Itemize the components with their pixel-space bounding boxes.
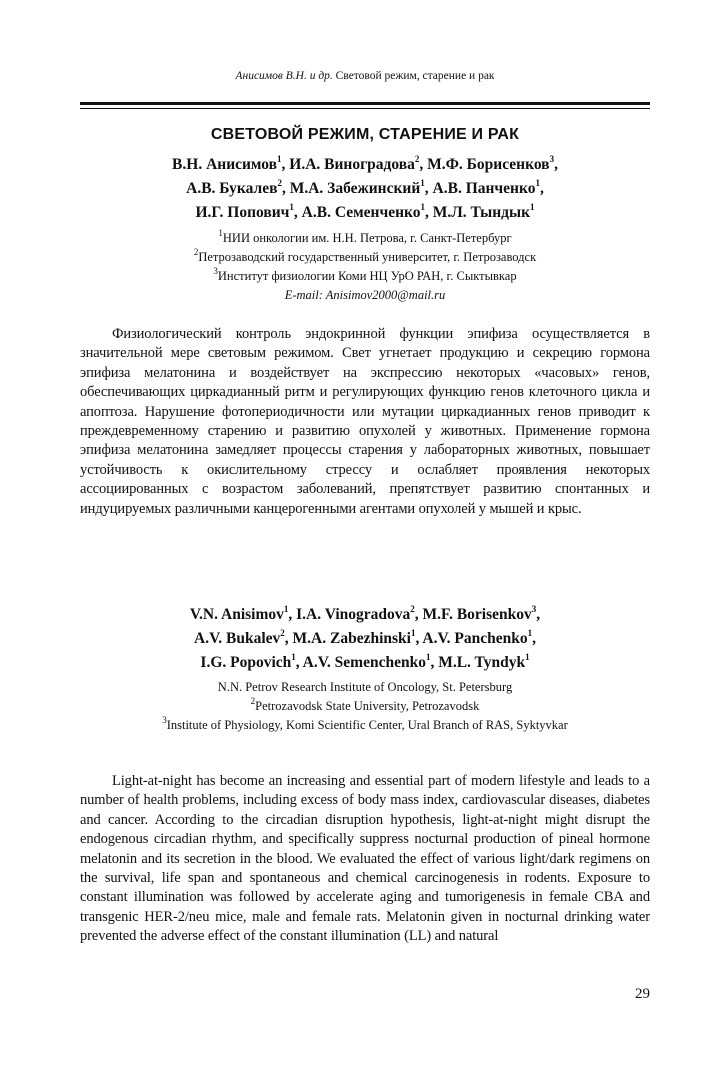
- contact-email: E-mail: Anisimov2000@mail.ru: [284, 288, 446, 302]
- affiliation-number: 3: [213, 265, 218, 276]
- running-header-title: Световой режим, старение и рак: [335, 70, 495, 82]
- affiliation-text: Petrozavodsk State University, Petrozavodsk: [255, 699, 480, 713]
- affiliation-number: 2: [193, 246, 199, 257]
- author-affiliation-mark: 1: [283, 603, 289, 614]
- author-name: А.В. Букалев: [186, 180, 278, 197]
- affiliation-text: N.N. Petrov Research Institute of Oncology, St. Petersburg: [217, 680, 513, 694]
- author-name: А.В. Панченко: [432, 180, 536, 197]
- abstract-ru: Физиологический контроль эндокринной функции эпифиза осуществляется в значительной мере световым режимом. Свет угнетает продукцию и секрецию гормона эпифиза мелатонина и воздействует на экспрессию некоторых «часовых» генов, обеспечивающих циркадианный ритм и регулирующих функцию генов клеточного цикла и апоптоза. Нарушение фотопериодичности или мутации циркадианных генов приводит к преждевременному старению и развитию опухолей у животных. Применение гормона эпифиза мелатонина замедляет процессы старения у лабораторных животных, повышает устойчивость к окислительному стрессу и ослабляет проявления некоторых ассоциированных с возрастом заболеваний, препятствует развитию спонтанных и индуцируемых различными канцерогенными агентами опухолей у мышей и крыс.: [80, 326, 650, 517]
- author-name: M.L. Tyndyk: [438, 654, 526, 671]
- author-line: В.Н. Анисимов$^1$, И.А. Виноградова$^2$, М.Ф. Борисенков$^3$,: [172, 153, 558, 173]
- author-line: И.Г. Попович$^1$, А.В. Семенченко$^1$, М.Л. Тындык$^1$: [195, 201, 535, 221]
- author-line: A.V. Bukalev$^2$, M.A. Zabezhinski$^1$, A.V. Panchenko$^1$,: [194, 627, 536, 647]
- author-affiliation-mark: 1: [425, 651, 431, 662]
- author-affiliation-mark: 3: [531, 603, 537, 614]
- affiliation-text: Institute of Physiology, Komi Scientific Center, Ural Branch of RAS, Syktyvkar: [166, 718, 568, 732]
- author-affiliation-mark: 1: [410, 627, 416, 638]
- author-affiliation-mark: 1: [291, 651, 296, 662]
- affiliation-number: 1: [218, 227, 223, 238]
- author-name: A.V. Bukalev: [194, 630, 281, 647]
- author-affiliation-mark: 1: [525, 651, 530, 662]
- author-name: М.А. Забежинский: [289, 180, 421, 197]
- author-affiliation-mark: 3: [549, 153, 555, 164]
- author-line: I.G. Popovich$^1$, A.V. Semenchenko$^1$, M.L. Tyndyk$^1$: [200, 651, 530, 671]
- affiliation-text: Петрозаводский государственный университет, г. Петрозаводск: [198, 250, 537, 264]
- abstract-en: Light-at-night has become an increasing and essential part of modern lifestyle and leads to a number of health problems, including excess of body mass index, cardiovascular diseases, diabetes and cancer. According to the circadian disruption hypothesis, light-at-night might disrupt the endogenous circadian rhythm, and specifically suppress nocturnal production of pineal hormone melatonin and its secretion in the blood. We evaluated the effect of various light/dark regimens on the survival, life span and spontaneous and chemical carcinogenesis in rodents. Exposure to constant illumination was followed by accelerate aging and tumorigenesis in female CBA and transgenic HER-2/neu mice, male and female rats. Melatonin given in nocturnal drinking water prevented the adverse effect of the constant illumination (LL) and natural: [80, 773, 650, 945]
- affiliation: [80, 267, 650, 286]
- author-name: В.Н. Анисимов: [172, 156, 278, 173]
- author-name: A.V. Semenchenko: [302, 654, 426, 671]
- author-affiliation-mark: 2: [414, 153, 420, 164]
- affiliation: [80, 248, 650, 267]
- author-name: И.А. Виноградова: [289, 156, 415, 173]
- author-name: I.G. Popovich: [200, 654, 292, 671]
- header-rule-thick: [80, 102, 650, 105]
- running-header-authors: Анисимов В.Н. и др.: [235, 70, 333, 82]
- author-affiliation-mark: 1: [420, 201, 425, 212]
- author-name: И.Г. Попович: [195, 204, 290, 221]
- author-name: А.В. Семенченко: [301, 204, 421, 221]
- author-name: M.F. Borisenkov: [422, 606, 532, 623]
- affiliation-number: 2: [250, 695, 256, 706]
- affiliation-text: Институт физиологии Коми НЦ УрО РАН, г. Сыктывкар: [217, 269, 517, 283]
- author-list-ru: [80, 153, 650, 225]
- author-name: I.A. Vinogradova: [296, 606, 411, 623]
- author-affiliation-mark: 1: [535, 177, 540, 188]
- author-name: М.Ф. Борисенков: [427, 156, 550, 173]
- affiliations-ru: [80, 229, 650, 305]
- affiliation: [80, 697, 650, 716]
- author-affiliation-mark: 2: [280, 627, 285, 638]
- affiliation-text: НИИ онкологии им. Н.Н. Петрова, г. Санкт-Петербург: [222, 231, 512, 245]
- author-name: М.Л. Тындык: [432, 204, 531, 221]
- author-line: V.N. Anisimov$^1$, I.A. Vinogradova$^2$, M.F. Borisenkov$^3$,: [189, 603, 541, 623]
- author-name: M.A. Zabezhinski: [292, 630, 411, 647]
- running-header: [80, 69, 650, 83]
- author-line: А.В. Букалев$^2$, М.А. Забежинский$^1$, А.В. Панченко$^1$,: [186, 177, 544, 197]
- affiliations-en: [80, 678, 650, 735]
- author-affiliation-mark: 1: [530, 201, 535, 212]
- author-affiliation-mark: 1: [289, 201, 294, 212]
- affiliation: [80, 229, 650, 248]
- author-affiliation-mark: 1: [420, 177, 425, 188]
- affiliation-number: 3: [162, 714, 167, 725]
- page-number: 29: [635, 986, 650, 1002]
- author-affiliation-mark: 2: [410, 603, 415, 614]
- author-list-en: [80, 603, 650, 675]
- header-rule-thin: [80, 108, 650, 109]
- article-title: СВЕТОВОЙ РЕЖИМ, СТАРЕНИЕ И РАК: [210, 126, 520, 143]
- affiliation: [80, 678, 650, 697]
- author-name: A.V. Panchenko: [422, 630, 528, 647]
- affiliation: [80, 716, 650, 735]
- author-affiliation-mark: 1: [277, 153, 282, 164]
- author-affiliation-mark: 1: [527, 627, 533, 638]
- author-name: V.N. Anisimov: [189, 606, 284, 623]
- author-affiliation-mark: 2: [277, 177, 282, 188]
